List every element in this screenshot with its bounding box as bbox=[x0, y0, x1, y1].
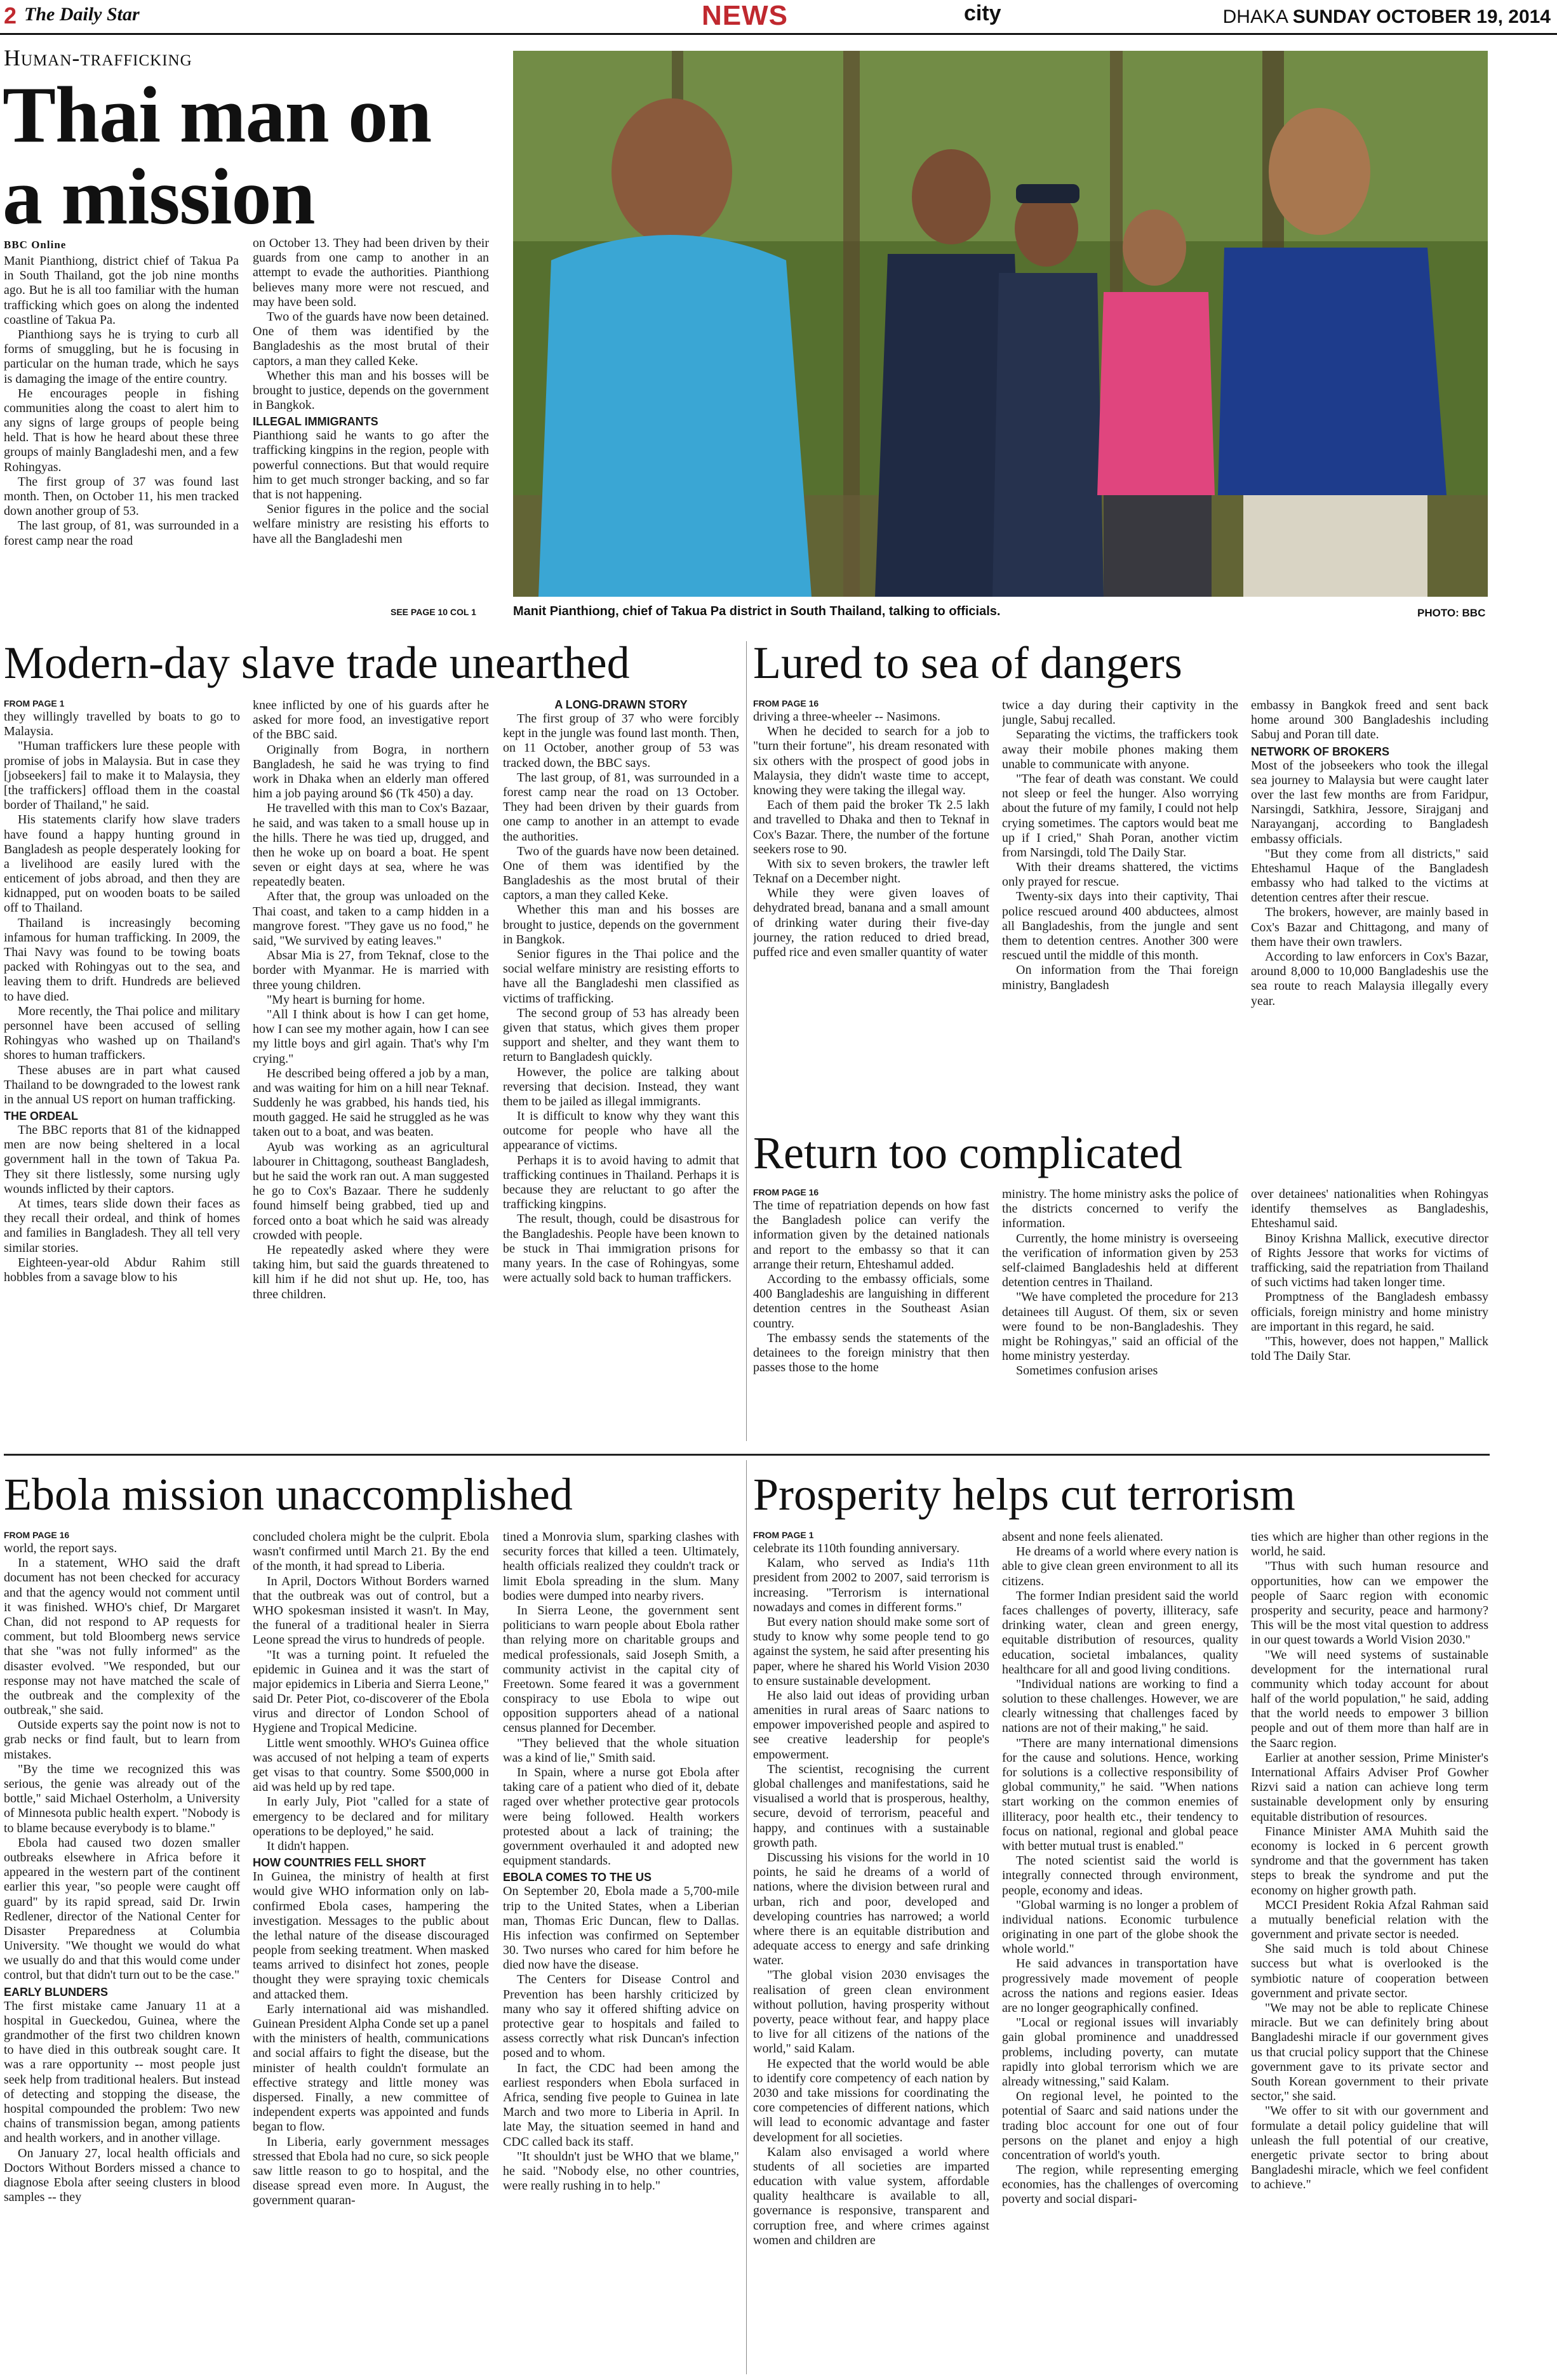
photo-credit: PHOTO: BBC bbox=[1417, 607, 1486, 619]
paragraph: He encourages people in fishing communities along the coast to alert him to any signs of large groups of people being held. That is how he heard about these three groups of mainly Bangladeshi men, and a few Rohingyas. bbox=[4, 386, 239, 474]
ebola-col2 bbox=[253, 1530, 489, 2374]
paragraph: In Liberia, early government messages stressed that Ebola had no cure, so sick people saw little reason to go to hospital, and the disease spread even more. In August, the government quaran- bbox=[253, 2134, 489, 2208]
return-col3 bbox=[1251, 1187, 1488, 1441]
paragraph: "They believed that the whole situation was a kind of lie," Smith said. bbox=[503, 1736, 739, 1765]
paragraph: He repeatedly asked where they were taking him, but said the guards threatened to kill him if he did not shut up. He, too, has three children. bbox=[253, 1242, 489, 1301]
return-col1 bbox=[753, 1187, 989, 1441]
paragraph: In a statement, WHO said the draft document has not been checked for accuracy and that the agency would not comment until it was finished. WHO's chief, Dr Margaret Chan, did not respond to AP requests for comment, but told Bloomberg news service that she "was not fully informed" as the disaster evolved. "We responded, but our response may not have matched the scale of the outbreak and the complexity of the outbreak," she said. bbox=[4, 1556, 240, 1718]
paragraph: On regional level, he pointed to the potential of Saarc and said nations under the trading bloc account for one out of four persons on the planet and enjoy a high concentration of world's youth. bbox=[1002, 2089, 1238, 2162]
from-page-label: FROM PAGE 16 bbox=[4, 1530, 70, 1540]
paragraph: "Global warming is no longer a problem of individual nations. Economic turbulence originating in one part of the globe shook the whole world." bbox=[1002, 1898, 1238, 1957]
section-sub: city bbox=[964, 1, 1001, 25]
paragraph: Absar Mia is 27, from Teknaf, close to the border with Myanmar. He is married with three young children. bbox=[253, 948, 489, 992]
prosperity-col1 bbox=[753, 1530, 989, 2374]
lead-byline: BBC Online bbox=[4, 239, 67, 251]
paragraph: He travelled with this man to Cox's Bazaar, he said, and was taken to a small house up in the hills. There he was tied up, drugged, and then he woke up on board a boat. He spent seven or eight days at sea, where he was repeatedly beaten. bbox=[253, 801, 489, 889]
paragraph: The former Indian president said the world faces challenges of poverty, illiteracy, safe drinking water, clean and green energy, equitable distribution of resources, quality education, societal imbalances, quality healthcare for all and good living conditions. bbox=[1002, 1588, 1238, 1677]
paragraph: "But they come from all districts," said Ehteshamul Haque of the Bangladesh embassy who had talked to the victims at detention centres after their rescue. bbox=[1251, 846, 1488, 905]
paragraph: Each of them paid the broker Tk 2.5 lakh and travelled to Dhaka and then to Teknaf in Cox's Bazar. There, the number of the fortune seekers rose to 90. bbox=[753, 798, 989, 856]
paragraph: Kalam also envisaged a world where students of all societies are imparted education with value system, affordable quality healthcare is available to all, governance is responsive, transparent and corruption free, and where crimes against women and children are bbox=[753, 2144, 989, 2247]
paragraph: The second group of 53 has already been given that status, which gives them proper support and shelter, and they want them to return to Bangladesh quickly. bbox=[503, 1006, 739, 1065]
paragraph: On January 27, local health officials and Doctors Without Borders missed a chance to diagnose Ebola after seeing clusters in blood samples -- they bbox=[4, 2146, 240, 2205]
paper-name: The Daily Star bbox=[24, 4, 140, 25]
paragraph: ties which are higher than other regions in the world, he said. bbox=[1251, 1530, 1488, 1559]
paragraph: Most of the jobseekers who took the illegal sea journey to Malaysia but were caught later over the last few months are from Faridpur, Narsingdi, Satkhira, Jessore, Sirajganj and Narayanganj, according to Bangladesh embassy officials. bbox=[1251, 758, 1488, 846]
date-text: SUNDAY OCTOBER 19, 2014 bbox=[1292, 6, 1551, 27]
slave-col3 bbox=[503, 698, 739, 1441]
lured-headline: Lured to sea of dangers bbox=[753, 637, 1182, 688]
paragraph: "The global vision 2030 envisages the realisation of green clean environment without pollution, having prosperity without poverty, peace without fear, and happy place to live for all citizens of the nations of the world," said Kalam. bbox=[753, 1968, 989, 2056]
paragraph: absent and none feels alienated. bbox=[1002, 1530, 1163, 1544]
paragraph: Binoy Krishna Mallick, executive director of Rights Jessore that works for victims of trafficking, said the repatriation from Thailand of such victims had taken longer time. bbox=[1251, 1231, 1488, 1290]
subhead: NETWORK OF BROKERS bbox=[1251, 745, 1389, 758]
slave-headline: Modern-day slave trade unearthed bbox=[4, 637, 630, 688]
paragraph: "The fear of death was constant. We could not sleep or feel the hunger. Also worrying about the future of my family, I could not help crying sometimes. The captors would beat me up if I cried," Shah Poran, another victim from Narsingdi, told The Daily Star. bbox=[1002, 771, 1238, 860]
paragraph: The BBC reports that 81 of the kidnapped men are now being sheltered in a local government hall in the town of Takua Pa. They sit there listlessly, some nursing ugly wounds inflicted by their captors. bbox=[4, 1123, 240, 1196]
paragraph: Manit Pianthiong, district chief of Takua Pa in South Thailand, got the job nine months ago. But he is all too familiar with the human trafficking which goes on along the indented coastline of Takua Pa. bbox=[4, 254, 239, 327]
paragraph: With their dreams shattered, the victims only prayed for rescue. bbox=[1002, 860, 1238, 889]
paragraph: driving a three-wheeler -- Nasimons. bbox=[753, 710, 940, 724]
paragraph: "All I think about is how I can get home, how I can see my mother again, how I can see my little boys and girl again. That's why I'm crying." bbox=[253, 1007, 489, 1066]
paragraph: "Local or regional issues will invariably gain global prominence and unaddressed problems, including poverty, can mutate rapidly into global terrorism which we are already witnessing," said Kalam. bbox=[1002, 2016, 1238, 2089]
paragraph: While they were given loaves of dehydrated bread, banana and a small amount of drinking water during their five-day journey, the ration reduced to dried bread, puffed rice and even smaller quantity of water bbox=[753, 886, 989, 959]
paragraph: On information from the Thai foreign ministry, Bangladesh bbox=[1002, 963, 1238, 992]
section-name: NEWS bbox=[702, 0, 788, 31]
paragraph: "It shouldn't just be WHO that we blame," he said. "Nobody else, no other countries, were really rushing in to help." bbox=[503, 2149, 739, 2193]
ebola-headline: Ebola mission unaccomplished bbox=[4, 1469, 573, 1520]
from-page-label: FROM PAGE 1 bbox=[753, 1530, 814, 1540]
paragraph: The time of repatriation depends on how fast the Bangladesh police can verify the information given by the detained nationals and report to the embassy so that it can arrange their return, Ehteshamul added. bbox=[753, 1199, 989, 1272]
paragraph: The noted scientist said the world is integrally connected through environment, people, economy and ideas. bbox=[1002, 1854, 1238, 1898]
paragraph: "By the time we recognized this was serious, the genie was already out of the bottle," said Michael Osterholm, a University of Minnesota public health expert. "Nobody is to blame because everybody is to blame." bbox=[4, 1762, 240, 1835]
slave-col2 bbox=[253, 698, 489, 1441]
paragraph: "Human traffickers lure these people with promise of jobs in Malaysia. But in case they [jobseekers] fail to make it to Malaysia, they [the traffickers] offload them in the coastal border of Thailand," he said. bbox=[4, 739, 240, 813]
issue-date bbox=[1223, 6, 1551, 28]
paragraph: Senior figures in the Thai police and the social welfare ministry are resisting efforts to have all the Bangladeshi men classified as victims of trafficking. bbox=[503, 947, 739, 1006]
subhead: THE ORDEAL bbox=[4, 1110, 78, 1123]
paragraph: According to law enforcers in Cox's Bazar, around 8,000 to 10,000 Bangladeshis use the sea route to reach Malaysia illegally every year. bbox=[1251, 950, 1488, 1008]
paragraph: Two of the guards have now been detained. One of them was identified by the Bangladeshis as the most brutal of their captors, a man they called Keke. bbox=[503, 844, 739, 903]
paragraph: At times, tears slide down their faces as they recall their ordeal, and think of homes and families in Bangladesh. They all tell very similar stories. bbox=[4, 1197, 240, 1255]
paragraph: Discussing his visions for the world in 10 points, he said he dreams of a world of nations, where the division between rural and urban, rich and poor, developed and developing countries has narrowed; a world where there is an equitable distribution and adequate access to energy and safe drinking water. bbox=[753, 1850, 989, 1968]
paragraph: Separating the victims, the traffickers took away their mobile phones making them unable to communicate with anyone. bbox=[1002, 728, 1238, 771]
paragraph: The first group of 37 who were forcibly kept in the jungle was found last month. Then, on 11 October, another group of 53 was tracked down, the BBC says. bbox=[503, 712, 739, 770]
paragraph: Whether this man and his bosses will be brought to justice, depends on the government in Bangkok. bbox=[253, 368, 489, 413]
paragraph: According to the embassy officials, some 400 Bangladeshis are languishing in different detention centres in the Southeast Asian country. bbox=[753, 1272, 989, 1331]
paragraph: His statements clarify how slave traders have found a happy hunting ground in Bangladesh as people desperately looking for a livelihood are easily lured with the enticement of jobs abroad, and then they are kidnapped, put on wooden boats to be sailed off to Thailand. bbox=[4, 813, 240, 915]
paragraph: Earlier at another session, Prime Minister's International Affairs Adviser Prof Gowher Rizvi said a nation can achieve long term sustainable development only by ensuring equitable distribution of resources. bbox=[1251, 1750, 1488, 1824]
from-page-label: FROM PAGE 16 bbox=[753, 698, 819, 708]
paragraph: When he decided to search for a job to "turn their fortune", his dream resonated with six others with the prospect of good jobs in Malaysia, they didn't waste time to accept, knowing they were taking the illegal way. bbox=[753, 724, 989, 797]
paragraph: Sometimes confusion arises bbox=[1016, 1364, 1158, 1378]
paragraph: "Thus with such human resource and opportunities, how can we empower the people of Saarc region with economic prosperity and security, peace and harmony? This will be the most vital question to address in our quest towards a World Vision 2030." bbox=[1251, 1559, 1488, 1647]
photo-illustration bbox=[513, 51, 1488, 597]
paragraph: concluded cholera might be the culprit. Ebola wasn't confirmed until March 21. By the end of the month, it had spread to Liberia. bbox=[253, 1530, 489, 1574]
paragraph: Pianthiong said he wants to go after the trafficking kingpins in the region, people with powerful connections. But that would require him to get much stronger backing, and so far that is not happening. bbox=[253, 429, 489, 502]
ebola-col3 bbox=[503, 1530, 739, 2374]
paragraph: Kalam, who served as India's 11th president from 2002 to 2007, said terrorism is increasing. "Terrorism is international nowadays and comes in different forms." bbox=[753, 1556, 989, 1614]
subhead: EARLY BLUNDERS bbox=[4, 1985, 109, 1998]
paragraph: It didn't happen. bbox=[267, 1838, 349, 1853]
paragraph: But every nation should make some sort of study to know why some people tend to go against the system, he said after presenting his paper, where he shared his World Vision 2030 to ensure sustainable development. bbox=[753, 1614, 989, 1688]
paragraph: Early international aid was mishandled. Guinean President Alpha Conde set up a panel with the ministers of health, communications and social affairs to fight the disease, but the minister of health couldn't formulate an effective strategy and little money was dispersed. Finally, a new committee of independent experts was appointed and funds began to flow. bbox=[253, 2002, 489, 2134]
paragraph: After that, the group was unloaded on the Thai coast, and taken to a camp hidden in a mangrove forest. "They gave us no food," he said, "We survived by eating leaves." bbox=[253, 889, 489, 948]
page-number: 2 bbox=[4, 3, 17, 29]
paragraph: knee inflicted by one of his guards after he asked for more food, an investigative report of the BBC said. bbox=[253, 698, 489, 742]
prosperity-col3 bbox=[1251, 1530, 1488, 2374]
paragraph: In Sierra Leone, the government sent politicians to warn people about Ebola rather than relying more on charitable groups and medical professionals, said Joseph Smith, a community activist in the capital city of Freetown. Some feared it was a government conspiracy to use Ebola to wipe out opposition supporters ahead of a national census planned for December. bbox=[503, 1603, 739, 1736]
slave-col1 bbox=[4, 698, 240, 1441]
column-divider bbox=[746, 641, 747, 1441]
from-page-label: FROM PAGE 16 bbox=[753, 1187, 819, 1197]
paragraph: they willingly travelled by boats to go to Malaysia. bbox=[4, 710, 240, 739]
paragraph: He also laid out ideas of providing urban amenities in rural areas of Saarc nations to empower impoverished people and aspired to see creative leadership for people's empowerment. bbox=[753, 1688, 989, 1762]
paragraph: In April, Doctors Without Borders warned that the outbreak was out of control, but a WHO spokesman insisted it wasn't. In May, the funeral of a traditional healer in Sierra Leone spread the virus to hundreds of people. bbox=[253, 1574, 489, 1647]
lured-col3 bbox=[1251, 698, 1488, 1117]
subhead: ILLEGAL IMMIGRANTS bbox=[253, 415, 378, 429]
masthead bbox=[0, 0, 1557, 35]
paragraph: In early July, Piot "called for a state of emergency to be declared and for military operations to be deployed," he said. bbox=[253, 1795, 489, 1838]
paragraph: tined a Monrovia slum, sparking clashes with security forces that killed a teen. Ultimately, health officials realized they couldn't track or limit Ebola spreading in the slum. Many bodies were dumped into nearby rivers. bbox=[503, 1530, 739, 1603]
paragraph: Originally from Bogra, in northern Bangladesh, he said he was trying to find work in Dhaka when an elderly man offered him a job paying around $6 (Tk 450) a day. bbox=[253, 742, 489, 801]
paragraph: twice a day during their captivity in the jungle, Sabuj recalled. bbox=[1002, 698, 1238, 728]
paragraph: Finance Minister AMA Muhith said the economy is locked in 6 percent growth syndrome and that the government has taken steps to break the syndrome and put the economy on higher growth path. bbox=[1251, 1824, 1488, 1898]
paragraph: world, the report says. bbox=[4, 1541, 117, 1555]
paragraph: However, the police are talking about reversing that decision. Instead, they want them to be jailed as illegal immigrants. bbox=[503, 1065, 739, 1108]
paragraph: Eighteen-year-old Abdur Rahim still hobbles from a savage blow to his bbox=[4, 1255, 240, 1284]
paragraph: Perhaps it is to avoid having to admit that trafficking continues in Thailand. Perhaps it is because they are reluctant to go after the trafficking kingpins. bbox=[503, 1153, 739, 1212]
lured-col2 bbox=[1002, 698, 1238, 1117]
paragraph: over detainees' nationalities when Rohingyas identify themselves as Bangladeshis, Ehteshamul said. bbox=[1251, 1187, 1488, 1231]
paragraph: Pianthiong says he is trying to curb all forms of smuggling, but he is focusing in particular on the human trade, which he says is damaging the image of the entire country. bbox=[4, 327, 239, 386]
paragraph: The region, while representing emerging economies, has the challenges of overcoming poverty and social dispari- bbox=[1002, 2163, 1238, 2207]
section-divider bbox=[4, 1454, 1490, 1456]
paragraph: In Spain, where a nurse got Ebola after taking care of a patient who died of it, debate raged over whether protective gear protocols were being followed. Health workers protested about a lack of training; the government overhauled it and adopted new equipment standards. bbox=[503, 1765, 739, 1868]
paragraph: Twenty-six days into their captivity, Thai police rescued around 400 abductees, almost all Bangladeshis, from the jungle and sent them to detention centres. Another 300 were rescued until the middle of this month. bbox=[1002, 889, 1238, 963]
paragraph: Promptness of the Bangladesh embassy officials, foreign ministry and home ministry are important in this regard, he said. bbox=[1251, 1290, 1488, 1334]
paragraph: embassy in Bangkok freed and sent back home around 300 Bangladeshis including Sabuj and Poran till date. bbox=[1251, 698, 1488, 742]
paragraph: In fact, the CDC had been among the earliest responders when Ebola surfaced in Africa, sending five people to Guinea in late March and two more to Liberia in April. In late May, the situation seemed in hand and CDC called back its staff. bbox=[503, 2061, 739, 2149]
paragraph: It is difficult to know why they want this outcome for people who have all the appearance of victims. bbox=[503, 1109, 739, 1153]
lead-headline bbox=[3, 71, 432, 241]
lured-col1 bbox=[753, 698, 989, 1117]
paragraph: "We offer to sit with our government and formulate a detail policy guideline that will unleash the full potential of our creative, energetic private sector to bring about Bangladeshi miracle, which we feel confident to achieve." bbox=[1251, 2104, 1488, 2192]
paragraph: Thailand is increasingly becoming infamous for human trafficking. In 2009, the Thai Navy was found to be towing boats packed with Rohingyas out to the sea, and leaving them to drift. Hundreds are believed to have died. bbox=[4, 915, 240, 1004]
prosperity-headline: Prosperity helps cut terrorism bbox=[753, 1469, 1295, 1520]
paragraph: on October 13. They had been driven by their guards from one camp to another in an attempt to evade the authorities. Pianthiong believes many more were not rescued, and may have been sold. bbox=[253, 236, 489, 309]
paragraph: The scientist, recognising the current global challenges and manifestations, said he visualised a world that is prosperous, healthy, secure, devoid of terrorism, peaceful and happy, and continues with a sustainable growth path. bbox=[753, 1762, 989, 1850]
lead-kicker: Human-trafficking bbox=[4, 45, 192, 70]
paragraph: He described being offered a job by a man, and was waiting for him on a hill near Teknaf. Suddenly he was grabbed, his hands tied, his mouth gagged. He said he struggled as he was taken out to a boat, and was beaten. bbox=[253, 1066, 489, 1140]
paragraph: More recently, the Thai police and military personnel have been accused of selling Rohingyas who washed up on Thailand's shores to human traffickers. bbox=[4, 1004, 240, 1063]
paragraph: On September 20, Ebola made a 5,700-mile trip to the United States, when a Liberian man, Thomas Eric Duncan, flew to Dallas. His infection was confirmed on September 30. Two nurses who cared for him before he died now have the disease. bbox=[503, 1884, 739, 1972]
return-headline: Return too complicated bbox=[753, 1127, 1182, 1178]
paragraph: He dreams of a world where every nation is able to give clean green environment to all its citizens. bbox=[1002, 1545, 1238, 1588]
paragraph: With six to seven brokers, the trawler left Teknaf on a December night. bbox=[753, 856, 989, 886]
paragraph: celebrate its 110th founding anniversary. bbox=[753, 1541, 960, 1555]
prosperity-col2 bbox=[1002, 1530, 1238, 2374]
paragraph: In Guinea, the ministry of health at first would give WHO information only on lab-confirmed Ebola cases, hampering the investigation. Messages to the public about the lethal nature of the disease discouraged people from seeking treatment. When masked teams arrived to disinfect hot zones, people thought they were spraying toxic chemicals and attacked them. bbox=[253, 1870, 489, 2002]
paragraph: "There are many international dimensions for the cause and solutions. Hence, working for solutions is a collective responsibility of global community," he said. "When nations start working on the common enemies of illiteracy, poor health etc., their tendency to focus on national, regional and global peace with better mutual trust is enabled." bbox=[1002, 1736, 1238, 1853]
lead-col2 bbox=[253, 236, 489, 604]
paragraph: Ayub was working as an agricultural labourer in Chittagong, southeast Bangladesh, but he said the work ran out. A man suggested he go to Cox's Bazaar. There he suddenly found himself being grabbed, tied up and forced onto a boat which he said was already crowded with people. bbox=[253, 1140, 489, 1242]
paragraph: The Centers for Disease Control and Prevention has been harshly criticized by many who say it offered shifting advice on protective gear to hospitals and failed to assess correctly what risk Duncan's infection posed and to whom. bbox=[503, 1972, 739, 2061]
paragraph: "We will need systems of sustainable development for the international rural community which today account for about half of the world population," he said, adding that the world needs to empower 3 billion people and out of them more than half are in the Saarc region. bbox=[1251, 1647, 1488, 1750]
paragraph: The brokers, however, are mainly based in Cox's Bazar and Chittagong, and many of them have their own trawlers. bbox=[1251, 905, 1488, 949]
subhead: HOW COUNTRIES FELL SHORT bbox=[253, 1856, 426, 1870]
paragraph: "It was a turning point. It refueled the epidemic in Guinea and it was the start of major epidemics in Liberia and Sierra Leone," said Dr. Peter Piot, co-discoverer of the Ebola virus and director of London School of Hygiene and Tropical Medicine. bbox=[253, 1647, 489, 1736]
paragraph: ministry. The home ministry asks the police of the districts concerned to verify the information. bbox=[1002, 1187, 1238, 1231]
paragraph: Senior figures in the police and the social welfare ministry are resisting his efforts to have all the Bangladeshi men bbox=[253, 502, 489, 546]
paragraph: Whether this man and his bosses are brought to justice, depends on the government in Bangkok. bbox=[503, 903, 739, 947]
subhead: A LONG-DRAWN STORY bbox=[554, 698, 688, 711]
ebola-col1 bbox=[4, 1530, 240, 2374]
paragraph: "This, however, does not happen," Mallick told The Daily Star. bbox=[1251, 1334, 1488, 1364]
paragraph: The last group, of 81, was surrounded in a forest camp near the road bbox=[4, 519, 239, 548]
paragraph: Two of the guards have now been detained. One of them was identified by the Bangladeshis as the most brutal of their captors, a man they called Keke. bbox=[253, 309, 489, 368]
paragraph: The result, though, could be disastrous for the Bangladeshis. People have been known to be stuck in Thai immigration prisons for many years. In the case of Rohingyas, some were actually sold back to human traffickers. bbox=[503, 1212, 739, 1286]
paragraph: "My heart is burning for home. bbox=[267, 992, 425, 1007]
paragraph: The last group, of 81, was surrounded in a forest camp near the road on 13 October. They had been driven by their guards from one camp to another in an attempt to evade the authorities. bbox=[503, 770, 739, 844]
paragraph: She said much is told about Chinese success but what is overlooked is the symbiotic nature of cooperation between government and private sector. bbox=[1251, 1942, 1488, 2000]
lead-photo bbox=[513, 51, 1488, 597]
paragraph: The first group of 37 was found last month. Then, on October 11, his men tracked down another group of 53. bbox=[4, 474, 239, 519]
paragraph: The first mistake came January 11 at a hospital in Gueckedou, Guinea, where the grandmother of the first two children known to have died in this outbreak sought care. It was a rare opportunity -- most people just seek help from traditional healers. But instead of detecting and stopping the disease, the hospital compounded the problem: Two new chains of transmission began, among patients and health workers, and in another village. bbox=[4, 1998, 240, 2146]
paragraph: These abuses are in part what caused Thailand to be downgraded to the lowest rank in the annual US report on human trafficking. bbox=[4, 1063, 240, 1107]
subhead: EBOLA COMES TO THE US bbox=[503, 1871, 652, 1884]
paragraph: The embassy sends the statements of the detainees to the foreign ministry that then passes those to the home bbox=[753, 1331, 989, 1375]
from-page-label: FROM PAGE 1 bbox=[4, 698, 65, 708]
date-place: DHAKA bbox=[1222, 6, 1288, 27]
column-divider bbox=[746, 1460, 747, 2374]
lead-headline-line1: Thai man on bbox=[3, 71, 432, 159]
paragraph: He expected that the world would be able to identify core competency of each nation by 2030 and take missions for coordinating the core competencies of different nations, which will lead to economic advantage and faster development for all societies. bbox=[753, 2056, 989, 2144]
return-col2 bbox=[1002, 1187, 1238, 1441]
paragraph: Ebola had caused two dozen smaller outbreaks elsewhere in Africa before it appeared in the western part of the continent earlier this year, "so people were caught off guard" by its rapid spread, said Dr. Irwin Redlener, director of the National Center for Disaster Preparedness at Columbia University. "We thought we would do what we usually do and that this would come under control, but that didn't turn out to be the case." bbox=[4, 1835, 240, 1983]
paragraph: Little went smoothly. WHO's Guinea office was accused of not helping a team of experts get visas to that country. Some $500,000 in aid was held up by red tape. bbox=[253, 1736, 489, 1795]
paragraph: Outside experts say the point now is not to grab necks or find fault, but to learn from mistakes. bbox=[4, 1718, 240, 1762]
lead-col1 bbox=[4, 254, 239, 619]
paragraph: "We may not be able to replicate Chinese miracle. But we can definitely bring about Bangladeshi miracle if our government gives us that crucial policy support that the Chinese government gave to its private sector and South Korean government to their private sector," she said. bbox=[1251, 2001, 1488, 2104]
paragraph: Currently, the home ministry is overseeing the verification of information given by 253 self-claimed Bangladeshis held at different detention centres in Thailand. bbox=[1002, 1231, 1238, 1290]
see-page-link[interactable]: SEE PAGE 10 COL 1 bbox=[391, 607, 476, 617]
paragraph: MCCI President Rokia Afzal Rahman said a mutually beneficial relation with the government and private sector is needed. bbox=[1251, 1898, 1488, 1942]
lead-headline-line2: a mission bbox=[3, 152, 315, 241]
paragraph: "We have completed the procedure for 213 detainees till August. Of them, six or seven were found to be non-Bangladeshis. They might be Rohingyas," said an official of the home ministry yesterday. bbox=[1002, 1290, 1238, 1364]
paragraph: He said advances in transportation have progressively made movement of people across the nations and regions easier. Ideas are no longer geographically confined. bbox=[1002, 1957, 1238, 2015]
photo-caption: Manit Pianthiong, chief of Takua Pa district in South Thailand, talking to officials. bbox=[513, 604, 1001, 618]
paragraph: "Individual nations are working to find a solution to these challenges. However, we are clearly witnessing that challenges faced by nations are not of their making," he said. bbox=[1002, 1677, 1238, 1736]
